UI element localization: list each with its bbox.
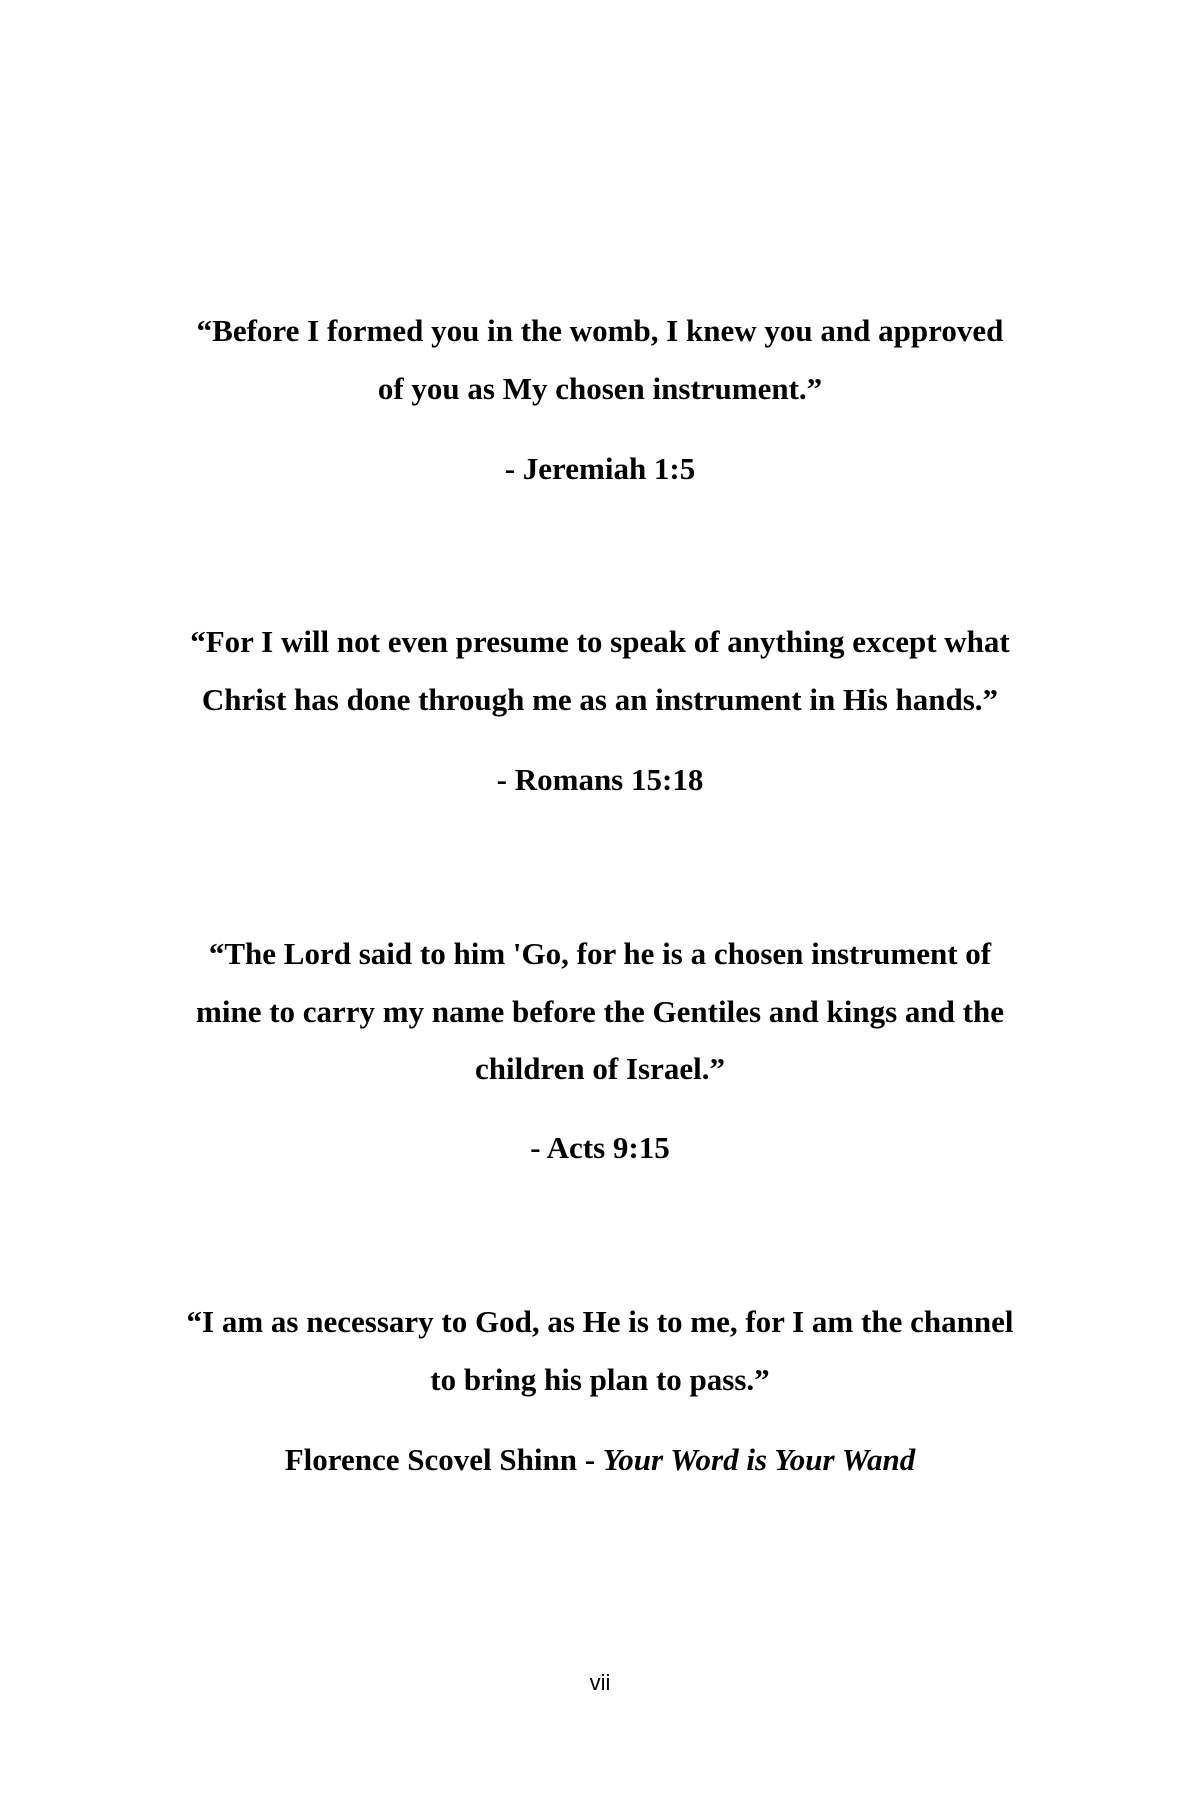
quote-line: “For I will not even presume to speak of anything except what (190, 624, 1010, 659)
quote-line: “Before I formed you in the womb, I knew you and approved (196, 313, 1004, 348)
quote-source: - Acts 9:15 (530, 1130, 670, 1165)
page-number: vii (589, 1670, 611, 1695)
quote-source (0, 1440, 1200, 1480)
quote-line: Christ has done through me as an instrument in His hands.” (201, 682, 999, 717)
source-author: Florence Scovel Shinn - (284, 1442, 603, 1477)
quote-source: - Romans 15:18 (496, 762, 704, 797)
quote-line: children of Israel.” (475, 1051, 725, 1086)
quote-line: “The Lord said to him 'Go, for he is a chosen instrument of (208, 936, 992, 971)
source-book-title: Your Word is Your Wand (602, 1442, 916, 1477)
quote-line: “I am as necessary to God, as He is to me, for I am the channel (186, 1304, 1014, 1339)
quote-source: - Jeremiah 1:5 (504, 451, 696, 486)
quote-line: to bring his plan to pass.” (430, 1362, 770, 1397)
quote-line: mine to carry my name before the Gentiles and kings and the (196, 994, 1004, 1029)
quote-line: of you as My chosen instrument.” (377, 371, 823, 406)
